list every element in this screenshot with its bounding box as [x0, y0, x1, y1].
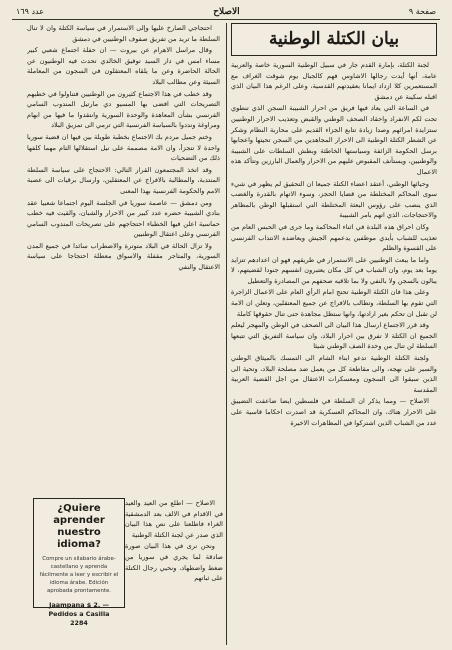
article-paragraph: لجنة الكتلة، بإمارة القدم جار في سبيل الوطنية السورية خاصة والعربية عامة، أنها أيدت رجالها الاشاوس فهم كالجبال يوم شوقت الغراف مع المستعمرين كلا ازداد ايمانا بعقيدتهم القدسية، وعلى الرغم هذا البيان الذي اقبله سكينة عن دمشق	[231, 61, 437, 101]
article-paragraph: الاصلاح — اطلع من العيد والعيد في الاقدام في الالف بعد الدمشقية الغراء فاطلعنا على نص هذا البيان الذي صدر عن لجنة الكتلة الوطنية	[125, 499, 223, 539]
article-paragraph: وقد خطب في هذا الاجتماع كثيرون من الوطنيين فتناولوا في خطبهم التصريحات التي افضى بها المسيو دي مارتيل المندوب السامي الفرنسي بشأن المعاهدة والوحدة السورية وانتقدوا ما فيها من ابهام ومراوغة ونددوا بالسياسة الفرنسية التي ترمي الى تمزيق البلاد	[27, 89, 220, 130]
article-paragraph: وقد قرر الاجتماع ارسال هذا البيان الى الصحف في الوطن والمهجر ليعلم الجميع ان الكتلة لا تفرق بين احرار البلاد، وان سياسة التفريق التي تتبعها السلطة لن تنال من وحدة الصف الوطني شيئا	[231, 321, 437, 351]
article-paragraph: وختم جميل مردم بك الاجتماع بخطبة طويلة بين فيها ان قضية سوريا واحدة لا تتجزأ، وان الامة مصممة على نيل استقلالها التام مهما كلفها ذلك من التضحيات	[27, 132, 220, 163]
article-paragraph: وعلى هذا فان الكتلة الوطنية تحتج امام الرأي العام على الاعمال الزاجرة التي تقوم بها السلطة، وتطالب بالافراج عن جميع المعتقلين، وتعلن ان الامة لن تقبل ان تحكم بغير ارادتها، وانها ستظل مجاهدة حتى تنال حقوقها كاملة	[231, 288, 437, 318]
article-paragraph: ولا تزال الحالة في البلاد متوترة والاضطراب سائدا في جميع المدن السورية، والمتاجر مقفلة والاسواق معطلة احتجاجا على سياسة الاعتقال والنفي	[27, 241, 220, 272]
article-headline	[231, 23, 437, 56]
newspaper-title: الاصلاح	[213, 7, 240, 17]
article-columns	[12, 23, 440, 645]
article-paragraph: وحيائها الوطني، أعتقد اعضاء الكتلة جميعا ان التحقيق لم يظهر في شيء سوى المحاكم المختلطة من قضايا الحجز، وسوء الاتهام بالقدرة والغضب الذي ينصب على رؤوس البعثة المختلطة التي استقبلها الوطن بالمظاهر والاحتجاجات، الذي اتهم بامر الشبيبة	[231, 179, 437, 220]
article-paragraph: وكان احراق هذه البلدة في اثناء المحاكمة وما جرى في الحبس العام من تعذيب للشباب بأيدي موظفين يدعمهم الجيش ويعاضده الانتداب الفرنسي على القسوة والظلم	[231, 222, 437, 253]
language-advertisement	[33, 498, 125, 627]
masthead	[12, 5, 440, 20]
ad-footer: Jaampana $ 2. — Pedidos a Casilla 2284	[48, 601, 110, 627]
article-paragraph: ومن دمشق — عاصمة سوريا في الجلسة اليوم اجتماعا شعبيا عقد بنادي الشبيبة حضره عدد كبير من الاحرار والشبان، والقيت فيه خطب حماسية اعلن فيها الخطباء احتجاجهم على تصريحات المندوب السامي الفرنسي وعلى اعتقال الوطنيين	[27, 198, 220, 239]
article-paragraph: احتجاجي الصارخ عليها وإلى الاستمرار في سياسة الكتلة وان لا تنال السلطة ما تريد من تفريق صفوف الوطنيين في دمشق	[27, 24, 220, 43]
issue-number: عدد ١٦٩	[16, 7, 44, 16]
right-column	[227, 23, 440, 645]
left-column	[24, 23, 227, 645]
page-number: صفحة ٩	[408, 7, 436, 16]
headline-text: بيان الكتلة الوطنية	[268, 29, 400, 50]
left-column-lower	[125, 498, 223, 645]
article-paragraph: ونحن نرى في هذا البيان صورة صادقة لما يجري في سوريا من ضغط واضطهاد، ونحيي رجال الكتلة على ثباتهم	[125, 542, 223, 583]
article-paragraph: وقد اتخذ المجتمعون القرار التالي: الاحتجاج على سياسة السلطة المنتدبة، والمطالبة بالافراج عن المعتقلين، وارسال برقيات الى عصبة الامم والحكومة الفرنسية بهذا المعنى	[27, 165, 220, 195]
ad-body: Compre un silabario árabe-castellano y aprenda fácilmente a leer y escribir el idioma árabe. Edición aprobada prontamente.	[39, 556, 119, 594]
ad-title: ¿Quiere aprender nuestro idioma?	[53, 503, 105, 550]
article-paragraph: ولجنة الكتلة الوطنية تدعو ابناء الشام الى التمسك بالميثاق الوطني والسير على نهجه، والى مقاطعة كل من يعمل ضد مصلحة البلاد، وتحية الى الذين سيقوا الى السجون ومعسكرات الاعتقال من اجل القضية العربية المقدسة	[231, 354, 437, 394]
article-paragraph: وقال مراسل الاهرام عن بيروت — ان حفلة اجتماع شعبي كبير مساء امس في دار السيد توفيق الخالدي تحدث فيه الوطنيون عن الحالة الحاضرة وعن ما يلقاه المعتقلون في السجون من المعاملة السيئة وعن مطالب البلاد	[27, 46, 220, 86]
article-paragraph: في الساعة التي يعاد فيها فريق من احرار الشبيبة السجن الذي تنطوي تحت لكم الانفراد واحقاد الصحف الوطني والقبض وتعذيب الاحرار الوطنيين ستزايدة امرائهم وصدا زيادة تتابع الجزاء القديم على محاربة النظام وشكر عن الشطر الكتلة الوطنية الى الاحرار المجاهدين من السجن تحيتها واعجابها برسل الحكومة الزائفة وسياستها الخاطئة وبطش السلطات على الشبيبة والوطنيين، ويستأنف المقبوض عليهم من الاحرار والعمال البارزين وتتأكد هذه الاعمال	[231, 104, 437, 176]
article-paragraph: واما ما يبعث الوطنيين على الاستمرار في طريقهم فهو ان اعدادهم تتزايد يوما بعد يوم، وان الشباب في كل مكان يعتبرون انفسهم جنودا لقضيتهم، لا يبالون بالسجن ولا بالنفي ولا بما تلاقيه صحفهم من المصادرة والتعطيل	[231, 255, 437, 285]
left-column-upper	[27, 23, 220, 491]
article-paragraph: الاصلاح — ومما يذكر ان السلطة في فلسطين ايضا ضاعفت التضييق على الاحرار هناك، وان المحاكم العسكرية قد اصدرت احكاما قاسية على عدد من الشباب الذين اشتركوا في المظاهرات الاخيرة	[231, 397, 437, 427]
